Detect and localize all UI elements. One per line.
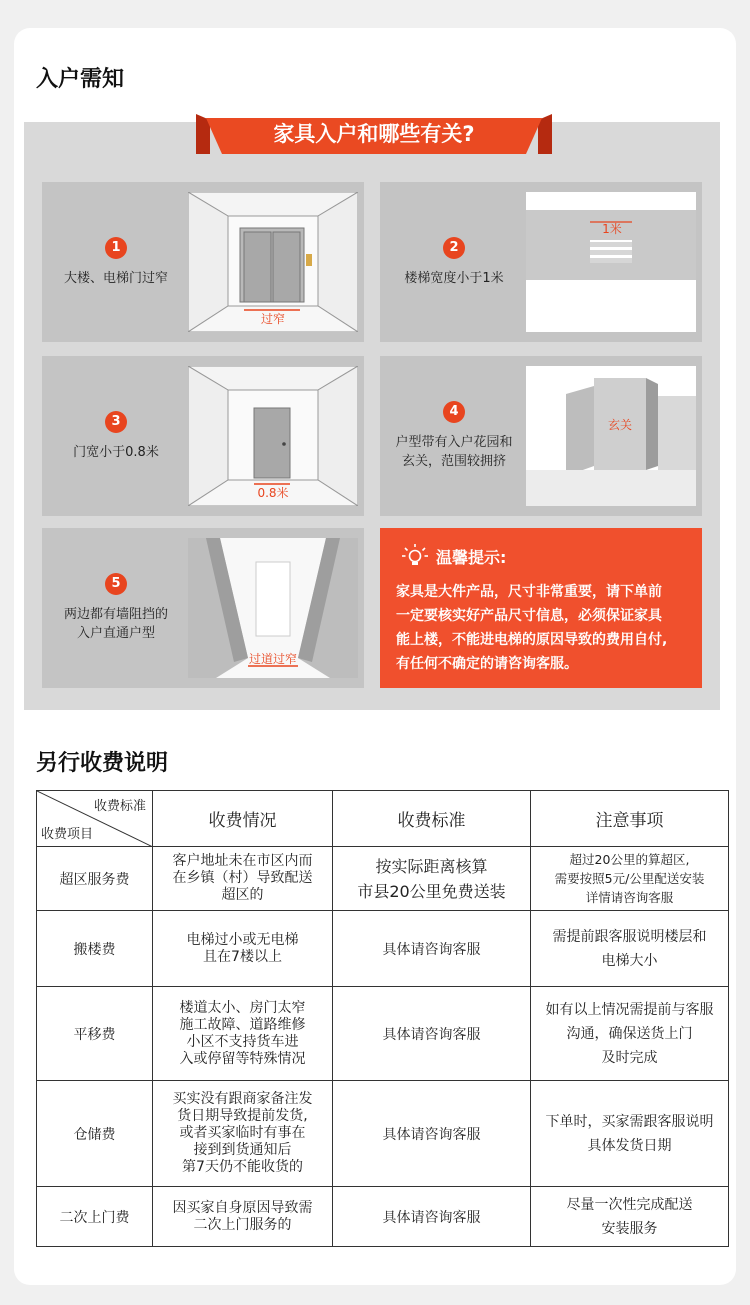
notice-label-line-2: 入户直通户型: [76, 626, 155, 641]
fee-item-cell: 仓储费: [37, 1081, 153, 1187]
notice-label: 门宽小于0.8米: [73, 444, 159, 460]
fee-notes-cell: [531, 1187, 729, 1247]
fee-item-cell: 搬楼费: [37, 911, 153, 987]
caption-door-width: 0.8米: [257, 486, 289, 500]
notice-label-line-2: 玄关，范围较拥挤: [401, 454, 506, 469]
fee-notes-cell-line: 安装服务: [601, 1220, 658, 1237]
fee-standard-cell-line: 具体请咨询客服: [382, 941, 481, 958]
fee-situation-cell-line: 且在7楼以上: [203, 948, 282, 965]
fee-situation-cell: [153, 911, 333, 987]
fee-situation-cell: [153, 847, 333, 911]
fee-notes-cell-line: 需提前跟客服说明楼层和: [552, 928, 707, 945]
fee-situation-cell-line: 因买家自身原因导致需: [172, 1199, 313, 1216]
fee-standard-cell: [333, 1081, 531, 1187]
number-badge: 3: [105, 411, 127, 433]
fee-situation-cell-line: 电梯过小或无电梯: [186, 931, 299, 948]
door-illustration: [188, 366, 358, 506]
tip-body: [396, 580, 692, 676]
fee-situation-cell-line: 楼道太小、房门太窄: [179, 999, 306, 1016]
fee-notes-cell-line: 具体发货日期: [587, 1137, 672, 1154]
fee-item-cell: 平移费: [37, 987, 153, 1081]
number-badge: 1: [105, 237, 127, 259]
foyer-illustration: [526, 366, 696, 506]
caption-width: 1米: [602, 222, 622, 236]
fee-situation-cell-line: 或者买家临时有事在: [179, 1125, 306, 1141]
extra-fee-table: [36, 790, 729, 1247]
fee-standard-cell-line: 具体请咨询客服: [382, 1026, 481, 1043]
header-col-situation: 收费情况: [153, 791, 333, 847]
number-badge: 5: [105, 573, 127, 595]
banner-title: 家具入户和哪些有关?: [273, 122, 475, 146]
header-fee-item-label: 收费项目: [41, 827, 94, 842]
fee-standard-cell: [333, 911, 531, 987]
elevator-illustration: [188, 192, 358, 332]
fee-notes-cell-line: 电梯大小: [601, 952, 658, 969]
delivery-notice-panel: [24, 122, 720, 710]
caption-foyer: 玄关: [607, 418, 632, 432]
stairs-illustration: [526, 192, 696, 332]
table-row: [37, 987, 729, 1081]
notice-label-line-1: 两边都有墙阻挡的: [63, 607, 168, 622]
fee-situation-cell-line: 入或停留等特殊情况: [179, 1050, 306, 1067]
fee-notes-cell-line: 超过20公里的算超区,: [569, 852, 690, 867]
notice-item-2: [380, 182, 702, 342]
fee-notes-cell: [531, 911, 729, 987]
tip-line: 有任何不确定的请咨询客服。: [396, 656, 578, 672]
fee-situation-cell: [153, 1187, 333, 1247]
warm-tip-box: [380, 528, 702, 688]
fee-notes-cell-line: 详情请咨询客服: [585, 890, 674, 905]
fee-notes-cell-line: 及时完成: [601, 1049, 658, 1066]
diagonal-header-cell: [37, 791, 153, 847]
fee-item-cell: 超区服务费: [37, 847, 153, 911]
fee-notes-cell-line: 如有以上情况需提前与客服: [545, 1001, 714, 1018]
stairs-icon: [526, 192, 696, 332]
fee-situation-cell-line: 货日期导致提前发货,: [177, 1108, 308, 1124]
fee-notes-cell: [531, 987, 729, 1081]
table-row: [37, 911, 729, 987]
notice-item-5: [42, 528, 364, 688]
fee-item-cell: 二次上门费: [37, 1187, 153, 1247]
table-row: [37, 1187, 729, 1247]
fee-notes-cell: [531, 847, 729, 911]
fee-standard-cell-line: 市县20公里免费送装: [357, 881, 506, 901]
fee-standard-cell: [333, 1187, 531, 1247]
fee-situation-cell: [153, 987, 333, 1081]
section-title-delivery-notice: 入户需知: [36, 67, 125, 92]
fee-notes-cell-line: 沟通，确保送货上门: [566, 1025, 693, 1042]
number-badge: 2: [443, 237, 465, 259]
fee-situation-cell-line: 二次上门服务的: [193, 1216, 292, 1233]
tip-title: 温馨提示:: [436, 547, 507, 567]
table-row: [37, 1081, 729, 1187]
banner: [196, 114, 552, 160]
header-col-notes: 注意事项: [531, 791, 729, 847]
header-fee-standard-label: 收费标准: [93, 799, 146, 814]
fee-situation-cell: [153, 1081, 333, 1187]
fee-notes-cell-line: 尽量一次性完成配送: [566, 1196, 693, 1213]
section-title-extra-fees: 另行收费说明: [36, 751, 169, 776]
content-card: [14, 28, 736, 1285]
fee-standard-cell-line: 具体请咨询客服: [382, 1126, 481, 1143]
notice-label: 楼梯宽度小于1米: [404, 270, 504, 286]
fee-notes-cell-line: 下单时，买家需跟客服说明: [545, 1113, 714, 1130]
fee-situation-cell-line: 超区的: [221, 887, 264, 903]
fee-standard-cell: [333, 847, 531, 911]
table-row: [37, 847, 729, 911]
fee-situation-cell-line: 客户地址未在市区内而: [172, 853, 313, 869]
tip-line: 一定要核实好产品尺寸信息，必须保证家具: [396, 608, 662, 624]
fee-standard-cell: [333, 987, 531, 1081]
fee-situation-cell-line: 接到到货通知后: [193, 1142, 292, 1158]
fee-situation-cell-line: 小区不支持货车进: [186, 1033, 299, 1050]
fee-situation-cell-line: 在乡镇（村）导致配送: [172, 870, 313, 886]
table-header-row: [37, 791, 729, 847]
tip-line: 家具是大件产品，尺寸非常重要，请下单前: [396, 584, 662, 600]
fee-notes-cell-line: 需要按照5元/公里配送安装: [554, 871, 705, 886]
corridor-illustration: [188, 538, 358, 678]
notice-item-3: [42, 356, 364, 516]
notice-label: 大楼、电梯门过窄: [63, 270, 168, 286]
notice-item-4: [380, 356, 702, 516]
fee-standard-cell-line: 按实际距离核算: [375, 856, 488, 876]
notice-label-line-1: 户型带有入户花园和: [395, 435, 513, 450]
fee-notes-cell: [531, 1081, 729, 1187]
tip-line: 能上楼，不能进电梯的原因导致的费用自付,: [396, 632, 668, 648]
notice-item-1: [42, 182, 364, 342]
lightbulb-icon: [402, 544, 428, 568]
fee-situation-cell-line: 买实没有跟商家备注发: [172, 1091, 313, 1107]
caption-corridor: 过道过窄: [248, 652, 297, 666]
fee-situation-cell-line: 施工故障、道路维修: [179, 1016, 306, 1033]
header-col-standard: 收费标准: [333, 791, 531, 847]
number-badge: 4: [443, 401, 465, 423]
fee-standard-cell-line: 具体请咨询客服: [382, 1209, 481, 1226]
caption-narrow: 过窄: [260, 312, 285, 326]
fee-situation-cell-line: 第7天仍不能收货的: [182, 1159, 303, 1175]
foyer-icon: [526, 366, 696, 506]
